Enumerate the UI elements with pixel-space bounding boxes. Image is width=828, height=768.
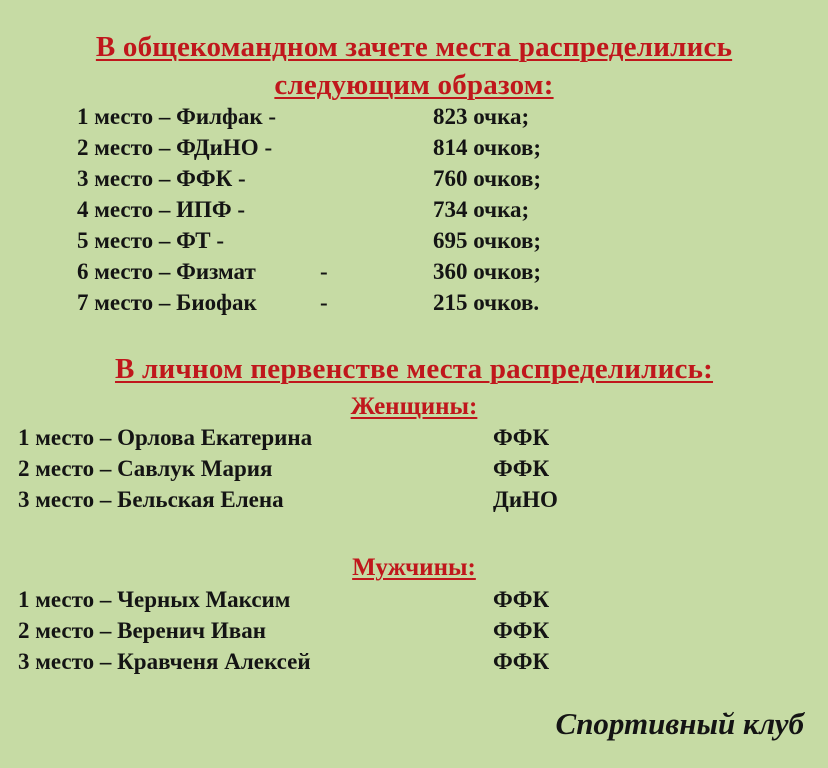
athlete-faculty: ФФК [493,618,550,643]
team-heading-line1: В общекомандном зачете места распределились [95,31,733,63]
women-heading: Женщины: [350,393,478,420]
team-row [77,102,597,132]
athlete-name: 1 место – Черных Максим [18,587,291,612]
women-row [18,423,578,453]
team-row [77,133,597,163]
team-place: 4 место – ИПФ - [77,197,246,222]
team-place: 2 место – ФДиНО - [77,135,273,160]
team-place: 7 место – Биофак [77,290,257,315]
individual-heading: В личном первенстве места распределились: [114,353,714,385]
team-points: 215 очков. [433,290,540,315]
team-row [77,257,597,287]
team-row [77,226,597,256]
men-row [18,616,578,646]
team-place: 3 место – ФФК - [77,166,246,191]
athlete-faculty: ФФК [493,456,550,481]
team-points: 695 очков; [433,228,542,253]
women-row [18,454,578,484]
team-points: 814 очков; [433,135,542,160]
team-row [77,164,597,194]
athlete-name: 1 место – Орлова Екатерина [18,425,313,450]
signature-sports-club: Спортивный клуб [555,706,804,741]
women-row [18,485,578,515]
team-place: 6 место – Физмат [77,259,256,284]
team-dash: - [320,290,328,315]
team-points: 360 очков; [433,259,542,284]
team-place: 1 место – Филфак - [77,104,277,129]
athlete-name: 3 место – Бельская Елена [18,487,284,512]
team-place: 5 место – ФТ - [77,228,225,253]
team-row [77,288,597,318]
athlete-name: 2 место – Савлук Мария [18,456,273,481]
team-dash: - [320,259,328,284]
men-row [18,585,578,615]
team-heading-line2: следующим образом: [274,69,554,101]
team-row [77,195,597,225]
athlete-faculty: ФФК [493,649,550,674]
team-points: 823 очка; [433,104,530,129]
team-points: 734 очка; [433,197,530,222]
athlete-faculty: ФФК [493,425,550,450]
men-row [18,647,578,677]
athlete-faculty: ДиНО [493,487,558,512]
athlete-faculty: ФФК [493,587,550,612]
team-points: 760 очков; [433,166,542,191]
men-heading: Мужчины: [352,554,476,581]
athlete-name: 2 место – Веренич Иван [18,618,266,643]
athlete-name: 3 место – Кравченя Алексей [18,649,311,674]
